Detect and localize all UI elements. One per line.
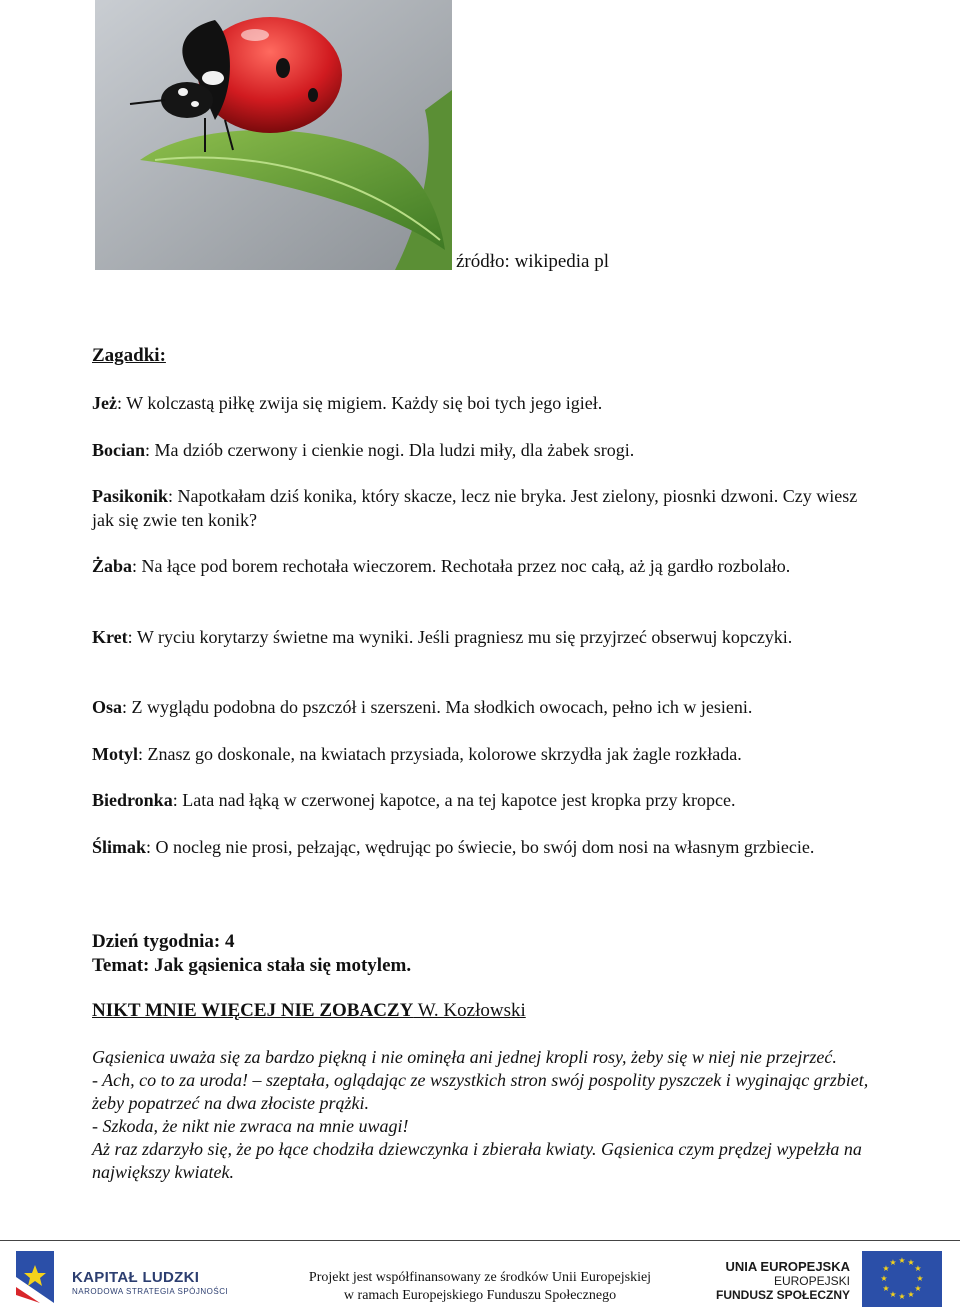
kapital-ludzki-subtitle: NARODOWA STRATEGIA SPÓJNOŚCI — [72, 1287, 229, 1296]
riddle-item — [92, 742, 882, 766]
riddle-text: : Z wyglądu podobna do pszczół i szerszeni. Ma słodkich owocach, pełno ich w jesieni. — [122, 697, 753, 717]
ladybird-photo — [95, 0, 452, 270]
riddle-name: Biedronka — [92, 790, 173, 810]
funding-line-2: w ramach Europejskiego Funduszu Społecznego — [343, 1288, 617, 1303]
story-paragraph: - Szkoda, że nikt nie zwraca na mnie uwagi! — [92, 1116, 409, 1136]
svg-text:★: ★ — [898, 1256, 906, 1265]
eu-line-1: UNIA EUROPEJSKA — [725, 1259, 850, 1274]
riddle-name: Kret — [92, 627, 128, 647]
riddle-text: : Napotkałam dziś konika, który skacze, lecz nie bryka. Jest zielony, piosnki dzwoni. Czy wiesz jak się zwie ten konik? — [92, 486, 858, 530]
riddle-text: : Na łące pod borem rechotała wieczorem. Rechotała przez noc całą, aż ją gardło rozbolało. — [132, 556, 791, 576]
svg-text:★: ★ — [907, 1290, 915, 1299]
svg-text:★: ★ — [889, 1290, 897, 1299]
svg-text:★: ★ — [914, 1264, 922, 1273]
svg-text:★: ★ — [898, 1292, 906, 1301]
riddle-item — [92, 835, 882, 859]
riddle-text: : O nocleg nie prosi, pełzając, wędrując po świecie, bo swój dom nosi na własnym grzbiecie. — [146, 837, 815, 857]
lesson-info — [92, 930, 411, 978]
riddle-item — [92, 484, 882, 532]
riddle-text: : Ma dziób czerwony i cienkie nogi. Dla ludzi miły, dla żabek srogi. — [145, 440, 635, 460]
riddle-name: Pasikonik — [92, 486, 169, 506]
story-author: W. Kozłowski — [413, 1000, 526, 1021]
story-paragraph: - Ach, co to za uroda! – szeptała, oglądając ze wszystkich stron swój pospolity pyszczek i wyginając grzbiet, żeby popatrzeć na dwa złociste prążki. — [92, 1070, 869, 1113]
kapital-ludzki-title: KAPITAŁ LUDZKI — [72, 1269, 200, 1286]
eu-line-2: EUROPEJSKI — [773, 1274, 850, 1288]
svg-text:★: ★ — [914, 1284, 922, 1293]
riddle-item — [92, 554, 882, 578]
riddle-name: Osa — [92, 697, 123, 717]
footer-funding-note — [280, 1269, 680, 1305]
eu-line-3: FUNDUSZ SPOŁECZNY — [715, 1288, 850, 1302]
riddle-text: : W kolczastą piłkę zwija się migiem. Każdy się boi tych jego igieł. — [116, 393, 603, 413]
svg-text:★: ★ — [916, 1274, 924, 1283]
footer — [0, 1241, 960, 1316]
riddle-item — [92, 391, 882, 415]
kapital-ludzki-logo-icon — [10, 1247, 60, 1311]
svg-text:★: ★ — [882, 1284, 890, 1293]
lesson-day: Dzień tygodnia: 4 — [92, 931, 235, 952]
eu-text — [716, 1259, 850, 1302]
riddle-name: Motyl — [92, 744, 138, 764]
story-body — [92, 1046, 882, 1184]
story-paragraph: Aż raz zdarzyło się, że po łące chodziła dziewczynka i zbierała kwiaty. Gąsienica czym prędzej wypełzła na największy kwiatek. — [92, 1139, 862, 1182]
riddle-name: Ślimak — [92, 837, 147, 857]
riddle-text: : Znasz go doskonale, na kwiatach przysiada, kolorowe skrzydła jak żagle rozkłada. — [137, 744, 742, 764]
riddle-item — [92, 695, 882, 719]
riddle-item — [92, 438, 882, 462]
funding-line-1: Projekt jest współfinansowany ze środków Unii Europejskiej — [308, 1270, 652, 1285]
story-paragraph: Gąsienica uważa się za bardzo piękną i nie ominęła ani jednej kropli rosy, żeby się w niej nie przejrzeć. — [92, 1047, 837, 1067]
story-title-text: NIKT MNIE WIĘCEJ NIE ZOBACZY — [92, 1000, 414, 1021]
riddle-text: : Lata nad łąką w czerwonej kapotce, a na tej kapotce jest kropka przy kropce. — [172, 790, 736, 810]
riddle-text: : W ryciu korytarzy świetne ma wyniki. Jeśli pragniesz mu się przyjrzeć obserwuj kopczyki. — [127, 627, 793, 647]
svg-text:★: ★ — [907, 1258, 915, 1267]
kapital-ludzki-text — [72, 1269, 228, 1296]
svg-text:★: ★ — [880, 1274, 888, 1283]
eu-flag-icon — [862, 1251, 942, 1307]
story-title — [92, 1000, 526, 1022]
riddle-item — [92, 625, 882, 649]
riddle-name: Żaba — [92, 556, 133, 576]
riddle-item — [92, 788, 882, 812]
riddle-name: Jeż — [92, 393, 117, 413]
svg-text:★: ★ — [882, 1264, 890, 1273]
svg-text:★: ★ — [889, 1258, 897, 1267]
riddle-name: Bocian — [92, 440, 146, 460]
riddles-heading: Zagadki: — [92, 345, 166, 366]
image-caption: źródło: wikipedia pl — [456, 251, 610, 272]
lesson-topic: Temat: Jak gąsienica stała się motylem. — [92, 955, 412, 976]
